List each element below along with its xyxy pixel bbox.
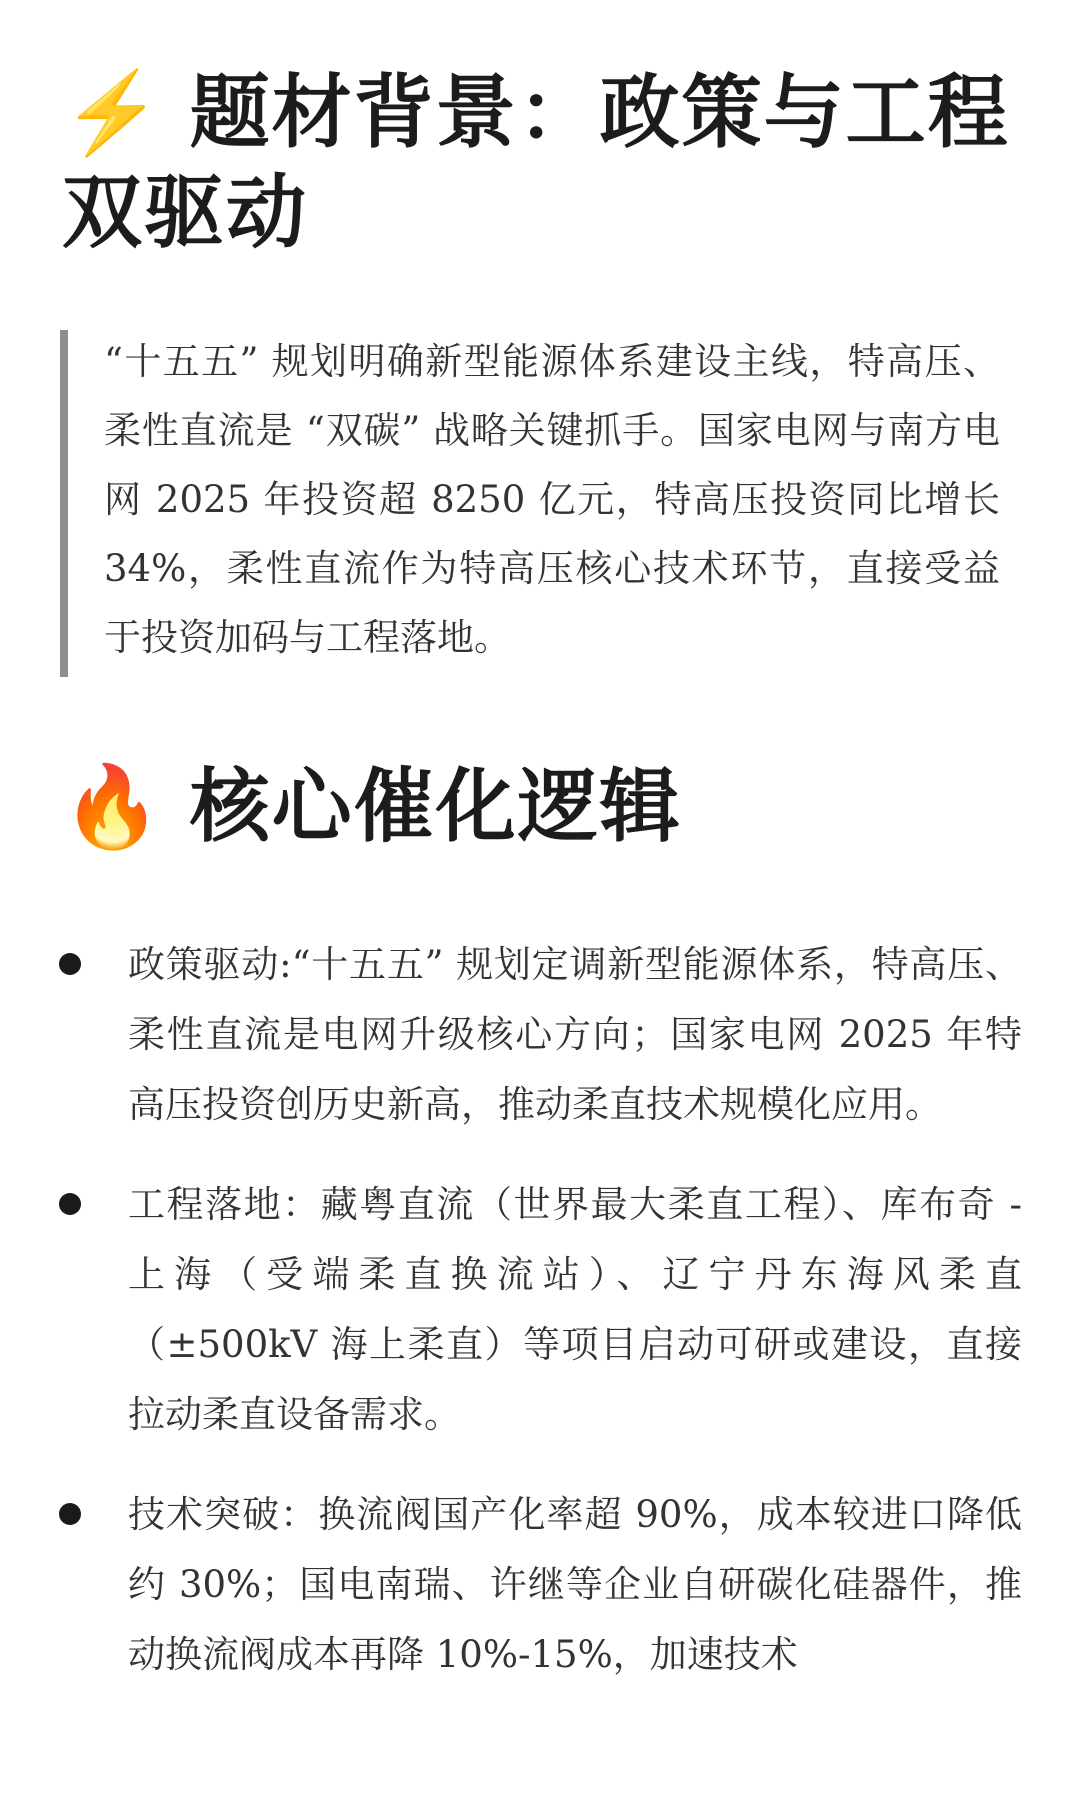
list-item <box>0 930 1080 1140</box>
section-heading-catalyst <box>62 756 1022 856</box>
bullet-icon <box>59 1193 81 1215</box>
blockquote-text: “十五五” 规划明确新型能源体系建设主线，特高压、柔性直流是 “双碳” 战略关键抓手。国家电网与南方电网 2025 年投资超 8250 亿元，特高压投资同比增长 34%，柔性直流作为特高压核心技术环节，直接受益于投资加码与工程落地。 <box>104 340 1000 659</box>
list-item <box>0 1480 1080 1690</box>
blockquote <box>60 330 1020 677</box>
lightning-icon: ⚡ <box>62 65 164 159</box>
fire-icon: 🔥 <box>62 759 164 853</box>
list-item-text: 工程落地：藏粤直流（世界最大柔直工程）、库布奇 - 上海（受端柔直换流站）、辽宁丹东海风柔直（±500kV 海上柔直）等项目启动可研或建设，直接拉动柔直设备需求。 <box>128 1183 1022 1436</box>
catalyst-list <box>0 930 1080 1720</box>
section-heading-catalyst-text: 核心催化逻辑 <box>189 759 682 853</box>
bullet-icon <box>59 1503 81 1525</box>
list-item-text: 政策驱动:“十五五” 规划定调新型能源体系，特高压、柔性直流是电网升级核心方向；国家电网 2025 年特高压投资创历史新高，推动柔直技术规模化应用。 <box>128 943 1022 1126</box>
section-heading-background <box>62 62 1022 262</box>
list-item <box>0 1170 1080 1450</box>
bullet-icon <box>59 953 81 975</box>
section-heading-background-text: 题材背景：政策与工程双驱动 <box>62 65 1010 259</box>
list-item-text: 技术突破：换流阀国产化率超 90%，成本较进口降低约 30%；国电南瑞、许继等企业自研碳化硅器件，推动换流阀成本再降 10%-15%，加速技术 <box>128 1493 1022 1676</box>
